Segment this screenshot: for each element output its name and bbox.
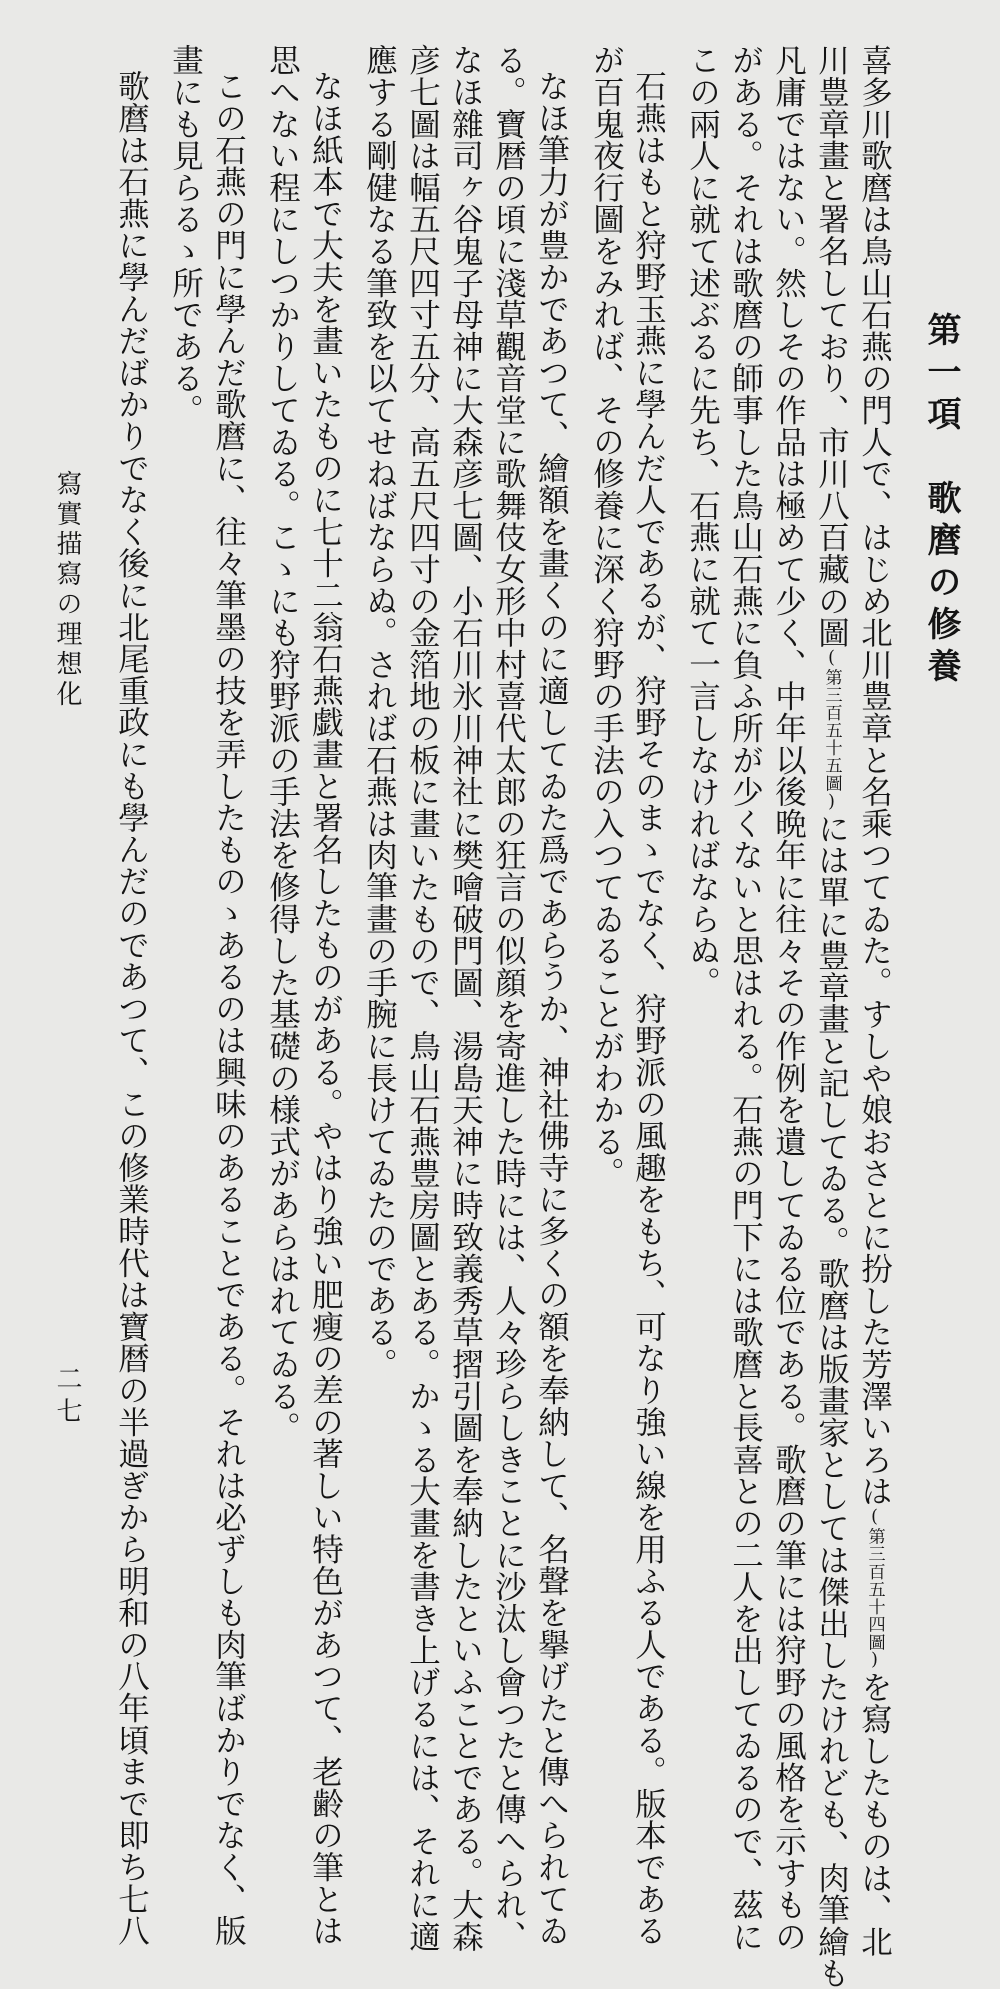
text-segment: を寫したものは、北 bbox=[856, 1670, 893, 1957]
text-segment: には單に豊章畫と記してゐる。歌麿は版畫家としては傑出したけれども、肉筆繪も bbox=[813, 812, 850, 1989]
text-column-13: なほ紙本で大夫を畫いたものに七十二翁石燕戯畫と署名したものがある。やはり強い肥瘦の差の著しい特色があつて、老齢の筆とは bbox=[307, 70, 344, 1947]
text-segment: 喜多川歌麿は鳥山石燕の門人で、はじめ北川豊章と名乘つてゐた。すしや娘おさとに扮した芳澤いろは bbox=[856, 44, 893, 1507]
text-column-14: 思へない程にしつかりしてゐる。こゝにも狩野派の手法を修得した基礎の様式があらはれてゐる。 bbox=[264, 44, 301, 1444]
text-column-11: 彦七圖は幅五尺四寸五分、高五尺四寸の金箔地の板に畫いたもので、鳥山石燕豊房圖とある。かゝる大畫を書き上げるには、それに適 bbox=[404, 44, 441, 1952]
text-column-16: 畫にも見らるゝ所である。 bbox=[167, 44, 204, 426]
running-title: 寫實描寫の理想化 bbox=[52, 470, 82, 710]
text-column-10: なほ雜司ヶ谷鬼子母神に大森彦七圖、小石川氷川神社に樊噲破門圖、湯島天神に時致義秀草摺引圖を奉納したといふことである。大森 bbox=[447, 44, 484, 1952]
inline-figure-note: ( 第三百五十四圖 ) bbox=[865, 1507, 882, 1671]
page-number: 二七 bbox=[52, 1365, 82, 1429]
text-column-15: この石燕の門に學んだ歌麿に、往々筆墨の技を弄したものゝあるのは興味のあることである。それは必ずしも肉筆ばかりでなく、版 bbox=[210, 70, 247, 1947]
text-column-5: この兩人に就て述ぶるに先ち、石燕に就て一言しなければならぬ。 bbox=[684, 44, 721, 998]
text-column-17: 歌麿は石燕に學んだばかりでなく後に北尾重政にも學んだのであつて、この修業時代は寶暦の半過ぎから明和の八年頃まで即ち七八 bbox=[113, 70, 150, 1947]
text-column-12: 應する剛健なる筆致を以てせねばならぬ。されば石燕は肉筆畫の手腕に長けてゐたのである。 bbox=[361, 44, 398, 1380]
text-segment: 川豊章畫と署名しており、市川八百藏の圖 bbox=[813, 44, 850, 649]
text-column-1 bbox=[856, 44, 893, 1957]
text-column-4: がある。それは歌麿の師事した鳥山石燕に負ふ所が少くないと思はれる。石燕の門下には歌麿と長喜との二人を出してゐるので、茲に bbox=[727, 44, 764, 1952]
text-column-6: 石燕はもと狩野玉燕に學んだ人であるが、狩野そのまゝでなく、狩野派の風趣をもち、可なり強い線を用ふる人である。版本である bbox=[630, 70, 667, 1947]
text-column-7: が百鬼夜行圖をみれば、その修養に深く狩野の手法の入つてゐることがわかる。 bbox=[588, 44, 625, 1189]
text-column-8: なほ筆力が豊かであつて、繪額を畫くのに適してゐた爲であらうか、神社佛寺に多くの額を奉納して、名聲を擧げたと傳へられてゐ bbox=[533, 70, 570, 1947]
section-title: 第一項 歌麿の修養 bbox=[921, 312, 961, 690]
text-column-2 bbox=[813, 44, 850, 1989]
text-column-3: 凡庸ではない。然しその作品は極めて少く、中年以後晩年に往々その作例を遺してゐる位である。歌麿の筆には狩野の風格を示すもの bbox=[770, 44, 807, 1952]
text-column-9: る。寶暦の頃に淺草觀音堂に歌舞伎女形中村喜代太郎の狂言の似顔を寄進した時には、人々珍らしきことに沙汰し會つたと傳へられ、 bbox=[490, 44, 527, 1952]
inline-figure-note: ( 第三百五十五圖 ) bbox=[822, 648, 839, 812]
